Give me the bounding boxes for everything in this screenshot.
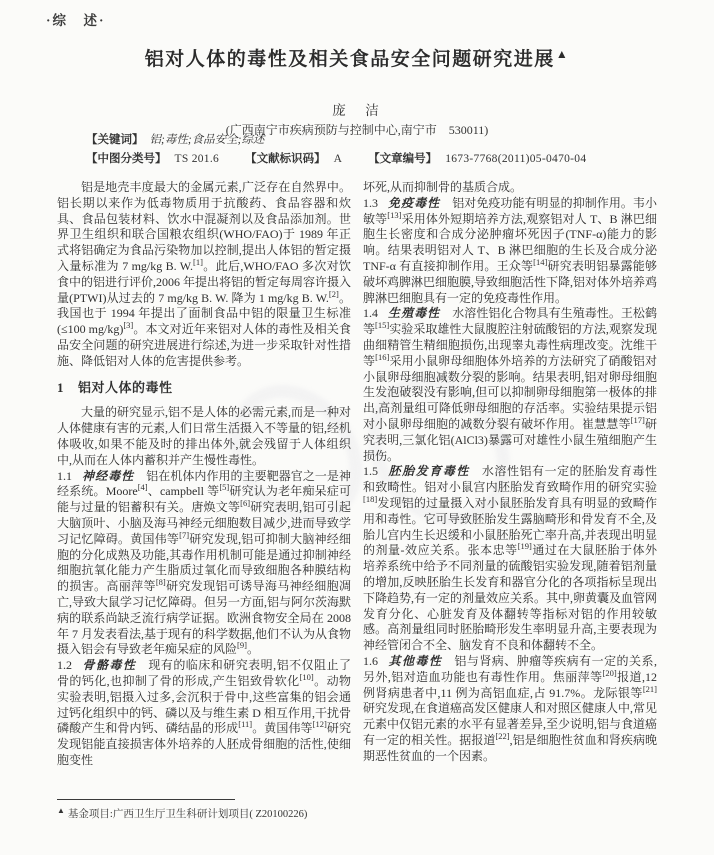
doc-code-label: 【文献标识码】 xyxy=(245,153,326,165)
classification-line xyxy=(86,150,674,169)
subsection-number: 1.1 xyxy=(57,468,72,483)
subsection-number: 1.3 xyxy=(363,195,378,210)
keywords-value: 铝;毒性;食品安全;综述 xyxy=(149,134,265,146)
subsection-1-2-continuation: 坏死,从而抑制骨的基质合成。 xyxy=(363,180,523,194)
paper-title-text: 铝对人体的毒性及相关食品安全问题研究进展 xyxy=(144,49,555,70)
subsection-title: 神经毒性 xyxy=(82,468,135,483)
clc-value: TS 201.6 xyxy=(174,153,220,165)
section-heading-1 xyxy=(57,380,351,396)
intro-paragraph: 铝是地壳丰度最大的金属元素,广泛存在自然界中。铝长期以来作为低毒物质用于抗酸药、食品容器和炊具、食品包装材料、饮水中混凝剂以及食品添加剂。世界卫生组织和联合国粮农组织(WHO/FAO)于 1989 年正式将铝确定为食品污染物加以控制,提出人体铝的暂定摄入量标准为 7 mg/kg B. W.[1]。此后,WHO/FAO 多次对饮食中的铝进行评价,2006 年提出将铝的暂定每周容许摄入量(PTWI)从过去的 7 mg/kg B. W. 降为 1 mg/kg B. W.[2]。我国也于 1994 年提出了面制食品中铝的限量卫生标准(≤100 mg/kg)[3]。本文对近年来铝对人体的毒性及相关食品安全问题的研究进展进行综述,为进一步采取针对性措施、降低铝对人体的危害提供参考。 xyxy=(57,180,352,368)
affiliation: (广西南宁市疾病预防与控制中心,南宁市 530011) xyxy=(225,123,489,137)
footnote-divider xyxy=(57,799,235,800)
subsection-1-1 xyxy=(57,469,351,659)
subsection-title: 其他毒性 xyxy=(388,653,443,668)
meta-block xyxy=(86,131,674,169)
footnote-triangle-icon: ▲ xyxy=(57,806,65,815)
subsection-text: 现有的临床和研究表明,铝不仅阻止了骨的钙化,也抑制了骨的形成,产生铝致骨软化[10]。动物实验表明,铝摄入过多,会沉积于骨中,这些富集的铝会通过钙化组织中的钙、磷以及与维生素 D 相互作用,干扰骨磷酸产生和骨内钙、磷结晶的形成[11]。黄国伟等[12]研究发现铝能直接损害体外培养的人胚成骨细胞的活性,使细胞变性 xyxy=(57,658,351,767)
subsection-text: 铝与肾病、肿瘤等疾病有一定的关系,另外,铝对造血功能也有毒性作用。焦丽萍等[20]报道,12 例肾病患者中,11 例为高铝血症,占 91.7%。龙际银等[21]研究发现,在食道癌高发区健康人和对照区健康人中,常见元素中仅铝元素的水平有显著差异,至少说明,铝与食道癌有一定的相关性。据报道[22],铝是细胞性贫血和肾疾病晚期恶性贫血的一个因素。 xyxy=(363,653,658,763)
subsection-text: 铝对免疫功能有明显的抑制作用。韦小敏等[13]采用体外短期培养方法,观察铝对人 T、B 淋巴细胞生长密度和合成分泌肿瘤坏死因子(TNF-α)能力的影响。结果表明铝对人 T、B 淋巴细胞的生长及合成分泌 TNF-α 有直接抑制作用。王众等[14]研究表明铝暴露能够破坏鸡脾淋巴细胞膜,导致细胞活性下降,铝对体外培养鸡脾淋巴细胞具有一定的免疫毒性作用。 xyxy=(363,195,658,305)
subsection-title: 胚胎发育毒性 xyxy=(388,464,470,479)
section-title: 铝对人体的毒性 xyxy=(78,379,173,395)
subsection-text: 水溶性铝化合物具有生殖毒性。王松鹤等[15]实验采取雄性大鼠腹腔注射硫酸铝的方法,观察发现曲细精管生精细胞损伤,出现睾丸毒性病理改变。沈维干等[16]采用小鼠卵母细胞体外培养的方法研究了硝酸铝对小鼠卵母细胞减数分裂的影响。结果表明,铝对卵母细胞生发泡破裂没有影响,但可以抑制卵母细胞第一极体的排出,高剂量组可降低卵母细胞的存活率。实验结果提示铝对小鼠卵母细胞的减数分裂有破坏作用。崔慧慧等[17]研究表明,三氯化铝(AlCl3)暴露可对雄性小鼠生殖细胞产生损伤。 xyxy=(363,306,657,463)
subsection-1-5 xyxy=(363,464,657,654)
footnote-text: 基金项目:广西卫生厅卫生科研计划项目( Z20100226) xyxy=(67,809,308,820)
right-column xyxy=(363,180,657,769)
toxicity-overview-paragraph: 大量的研究显示,铝不是人体的必需元素,而是一种对人体健康有害的元素,人们日常生活摄入不等量的铝,经机体吸收,如果不能及时的排出体外,就会残留于人体组织中,从而在人体内蓄积并产生慢性毒性。 xyxy=(57,405,352,467)
subsection-1-6 xyxy=(363,654,657,765)
doc-code-value: A xyxy=(333,153,343,165)
keywords-line xyxy=(86,131,674,150)
page-title xyxy=(0,44,714,71)
keywords-label: 【关键词】 xyxy=(86,134,144,146)
subsection-1-4 xyxy=(363,306,657,464)
article-no-label: 【文章编号】 xyxy=(368,153,438,165)
author: 庞 洁 xyxy=(332,103,382,118)
article-body xyxy=(57,180,657,769)
section-number: 1 xyxy=(57,379,64,395)
subsection-title: 骨骼毒性 xyxy=(82,658,137,673)
category-label: ·综 述· xyxy=(46,13,106,28)
subsection-number: 1.4 xyxy=(363,306,378,321)
subsection-text: 铝在机体内作用的主要靶器官之一是神经系统。Moore[4]、campbell 等[5]研究认为老年痴呆症可能与过量的铝蓄积有关。唐焕文等[6]研究表明,铝可引起大脑顶叶、小脑及海马神经元细胞数目减少,进而导致学习记忆障碍。黄国伟等[7]研究发现,铝可抑制大脑神经细胞的分化成熟及功能,其毒作用机制可能是通过抑制神经细胞抗氧化能力产生脂质过氧化而导致细胞各种膜结构的损害。高丽萍等[8]研究发现铝可诱导海马神经细胞凋亡,导致大鼠学习记忆障碍。但另一方面,铝与阿尔茨海默病的联系尚缺乏流行病学证据。欧洲食物安全局在 2008 年 7 月发表看法,基于现有的科学数据,他们不认为从食物摄入铝会有导致老年痴呆症的风险[9]。 xyxy=(57,468,352,657)
subsection-number: 1.5 xyxy=(363,464,378,479)
subsection-title: 生殖毒性 xyxy=(388,306,441,321)
subsection-1-2 xyxy=(57,658,351,769)
subsection-1-3 xyxy=(363,196,657,307)
subsection-title: 免疫毒性 xyxy=(388,195,441,210)
funding-footnote xyxy=(57,799,357,821)
subsection-number: 1.6 xyxy=(363,653,378,668)
clc-label: 【中图分类号】 xyxy=(86,153,167,165)
subsection-number: 1.2 xyxy=(57,658,72,673)
left-column xyxy=(57,180,351,769)
subsection-text: 水溶性铝有一定的胚胎发育毒性和致畸性。铝对小鼠宫内胚胎发育致畸作用的研究实验[18]发现铝的过量摄入对小鼠胚胎发育具有明显的致畸作用和毒性。它可导致胚胎发生露脑畸形和骨发育不全,及胎儿宫内生长迟缓和小鼠胚胎死亡率升高,并表现出明显的剂量-效应关系。张本忠等[19]通过在大鼠胚胎于体外培养系统中给予不同剂量的硫酸铝实验发现,随着铝剂量的增加,反映胚胎生长发育和器官分化的各项指标呈现出下降趋势,有一定的剂量效应关系。其中,卵黄囊及血管网发育分化、心脏发育及体翻转等指标对铝的作用较敏感。高剂量组同时胚胎畸形发生率明显升高,主要表现为神经管闭合不全、脑发育不良和体翻转不全。 xyxy=(363,464,658,653)
funding-mark-icon: ▲ xyxy=(555,46,570,61)
article-no-value: 1673-7768(2011)05-0470-04 xyxy=(445,153,587,165)
